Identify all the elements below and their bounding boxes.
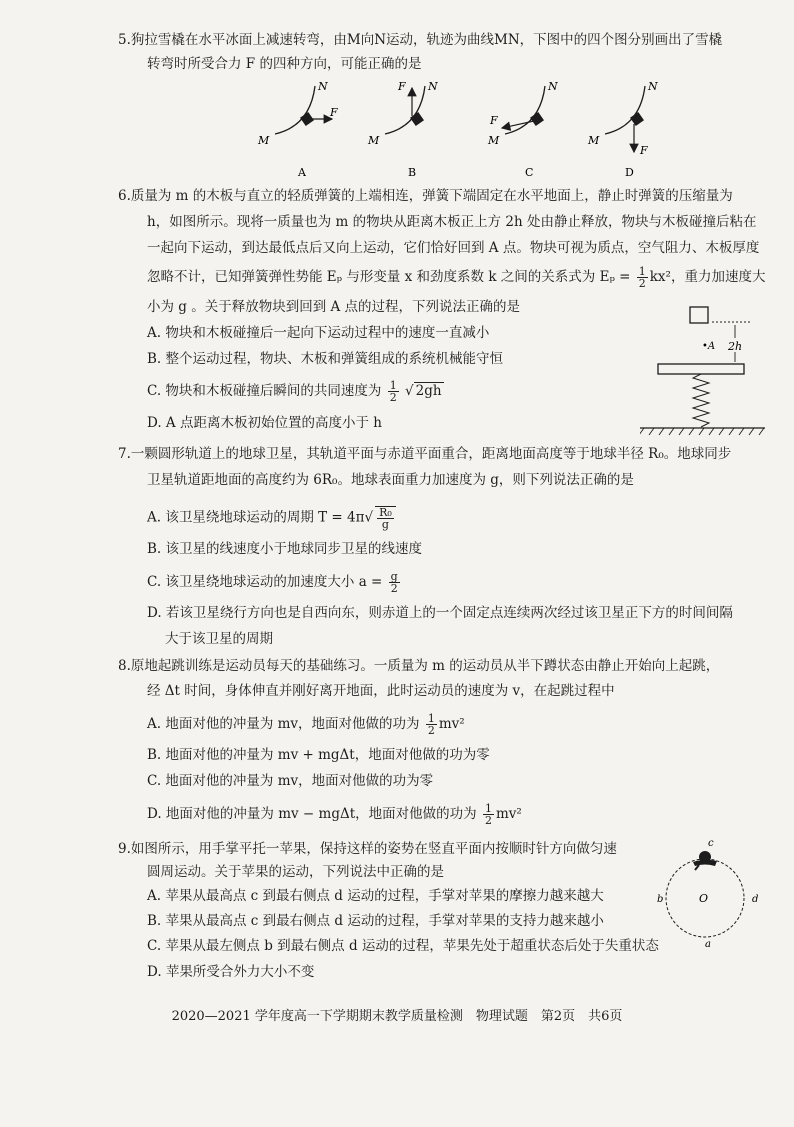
q6-option-a: A. 物块和木板碰撞后一起向下运动过程中的速度一直减小	[147, 325, 490, 341]
q6-spring-figure	[640, 300, 770, 440]
q9-option-b: B. 苹果从最高点 c 到最右侧点 d 运动的过程，手掌对苹果的支持力越来越小	[147, 913, 604, 929]
q6-half-fraction: $\frac{1}{2}$	[638, 265, 646, 290]
q9-point-a: a	[705, 939, 711, 950]
q7-option-a: A. 该卫星绕地球运动的周期 T = 4π√ $\frac{\text{R₀}}{g}$	[147, 506, 398, 530]
q8-stem-line2: 经 Δt 时间，身体伸直并刚好离开地面，此时运动员的速度为 v，在起跳过程中	[147, 683, 615, 699]
q9-point-c: c	[708, 838, 714, 849]
q6-stem-line5: 小为 g 。关于释放物块到回到 A 点的过程，下列说法正确的是	[147, 299, 521, 315]
q5-figure-b	[367, 80, 438, 179]
q6-line4-text: 忽略不计，已知弹簧弹性势能 Eₚ 与形变量 x 和劲度系数 k 之间的关系式为 Eₚ =	[147, 269, 635, 285]
q5-a-f-label: F	[330, 106, 338, 119]
q5-b-n-label: N	[428, 80, 438, 93]
q8-option-a: A. 地面对他的冲量为 mv，地面对他做的功为 $\frac{1}{2}$ mv²	[147, 712, 465, 737]
q6-stem-line3: 一起向下运动，到达最低点后又向上运动，它们恰好回到 A 点。物块可视为质点，空气阻力、木板厚度	[147, 240, 760, 256]
q8-option-d: D. 地面对他的冲量为 mv − mgΔt，地面对他做的功为 $\frac{1}{2}$ mv²	[147, 802, 522, 827]
q5-stem-line2: 转弯时所受合力 F 的四种方向，可能正确的是	[147, 56, 422, 72]
q5-option-b-label: B	[408, 166, 417, 179]
q7-option-d-line2: 大于该卫星的周期	[165, 631, 273, 647]
q7-option-d-line1: D. 若该卫星绕行方向也是自西向东，则赤道上的一个固定点连续两次经过该卫星正下方的时间间隔	[147, 605, 733, 621]
q6-stem-line1: 6.质量为 m 的木板与直立的轻质弹簧的上端相连，弹簧下端固定在水平地面上，静止时弹簧的压缩量为	[118, 188, 733, 204]
q9-option-a: A. 苹果从最高点 c 到最右侧点 d 运动的过程，手掌对苹果的摩擦力越来越大	[147, 888, 604, 904]
q5-option-a-label: A	[298, 166, 306, 179]
q9-stem-line1: 9.如图所示，用手掌平托一苹果，保持这样的姿势在竖直平面内按顺时针方向做匀速	[118, 841, 617, 857]
q5-a-m-label: M	[258, 134, 270, 147]
q7-stem-line1: 7.一颗圆形轨道上的地球卫星，其轨道平面与赤道平面重合，距离地面高度等于地球半径 R₀。地球同步	[118, 446, 732, 462]
q6-stem-line2: h，如图所示。现将一质量也为 m 的物块从距离木板正上方 2h 处由静止释放，物块与木板碰撞后粘在	[147, 214, 757, 230]
q5-figure-c	[487, 80, 558, 179]
q9-point-d: d	[752, 894, 759, 905]
q5-d-n-label: N	[648, 80, 658, 93]
q9-center-o: O	[699, 892, 709, 905]
q5-b-m-label: M	[368, 134, 380, 147]
q5-figures	[240, 76, 680, 181]
q9-option-c: C. 苹果从最左侧点 b 到最右侧点 d 运动的过程，苹果先处于超重状态后处于失重状态	[147, 938, 659, 954]
q5-option-c-label: C	[525, 166, 534, 179]
q5-b-f-label: F	[398, 80, 406, 93]
q5-a-n-label: N	[318, 80, 328, 93]
q8-option-b: B. 地面对他的冲量为 mv + mgΔt，地面对他做的功为零	[147, 747, 490, 763]
q7-option-b: B. 该卫星的线速度小于地球同步卫星的线速度	[147, 541, 423, 557]
q9-stem-line2: 圆周运动。关于苹果的运动，下列说法中正确的是	[147, 864, 444, 880]
q5-d-f-label: F	[640, 144, 648, 157]
q5-figure-a	[257, 80, 338, 179]
q9-circle-figure	[655, 832, 770, 952]
q5-figure-d	[587, 80, 658, 179]
q8-stem-line1: 8.原地起跳训练是运动员每天的基础练习。一质量为 m 的运动员从半下蹲状态由静止开始向上起跳，	[118, 658, 720, 674]
q6-option-b: B. 整个运动过程，物块、木板和弹簧组成的系统机械能守恒	[147, 351, 504, 367]
q6-figure-point-a: •A	[702, 341, 716, 352]
q5-c-f-label: F	[490, 114, 498, 127]
q6-option-d: D. A 点距离木板初始位置的高度小于 h	[147, 415, 382, 431]
q5-d-m-label: M	[588, 134, 600, 147]
q6-line4-tail: kx²，重力加速度大	[649, 269, 766, 285]
q7-option-c: C. 该卫星绕地球运动的加速度大小 a = $\frac{g}{2}$	[147, 570, 398, 595]
q6-stem-line4	[147, 266, 765, 289]
q5-c-n-label: N	[548, 80, 558, 93]
page-footer: 2020—2021 学年度高一下学期期末教学质量检测 物理试题 第2页 共6页	[171, 1009, 623, 1024]
q8-option-c: C. 地面对他的冲量为 mv，地面对他做的功为零	[147, 773, 434, 789]
q9-point-b: b	[657, 894, 664, 905]
q5-stem-line1: 5.狗拉雪橇在水平冰面上减速转弯，由M向N运动，轨迹为曲线MN，下图中的四个图分别画出了雪橇	[118, 32, 723, 48]
q5-option-d-label: D	[625, 166, 634, 179]
q7-stem-line2: 卫星轨道距地面的高度约为 6R₀。地球表面重力加速度为 g，则下列说法正确的是	[147, 472, 634, 488]
q9-option-d: D. 苹果所受合外力大小不变	[147, 964, 315, 980]
q6-figure-2h-label: 2h	[728, 340, 743, 353]
q5-c-m-label: M	[488, 134, 500, 147]
q6-option-c: C. 物块和木板碰撞后瞬间的共同速度为 $\frac{1}{2}$ √ 2gh	[147, 379, 442, 404]
